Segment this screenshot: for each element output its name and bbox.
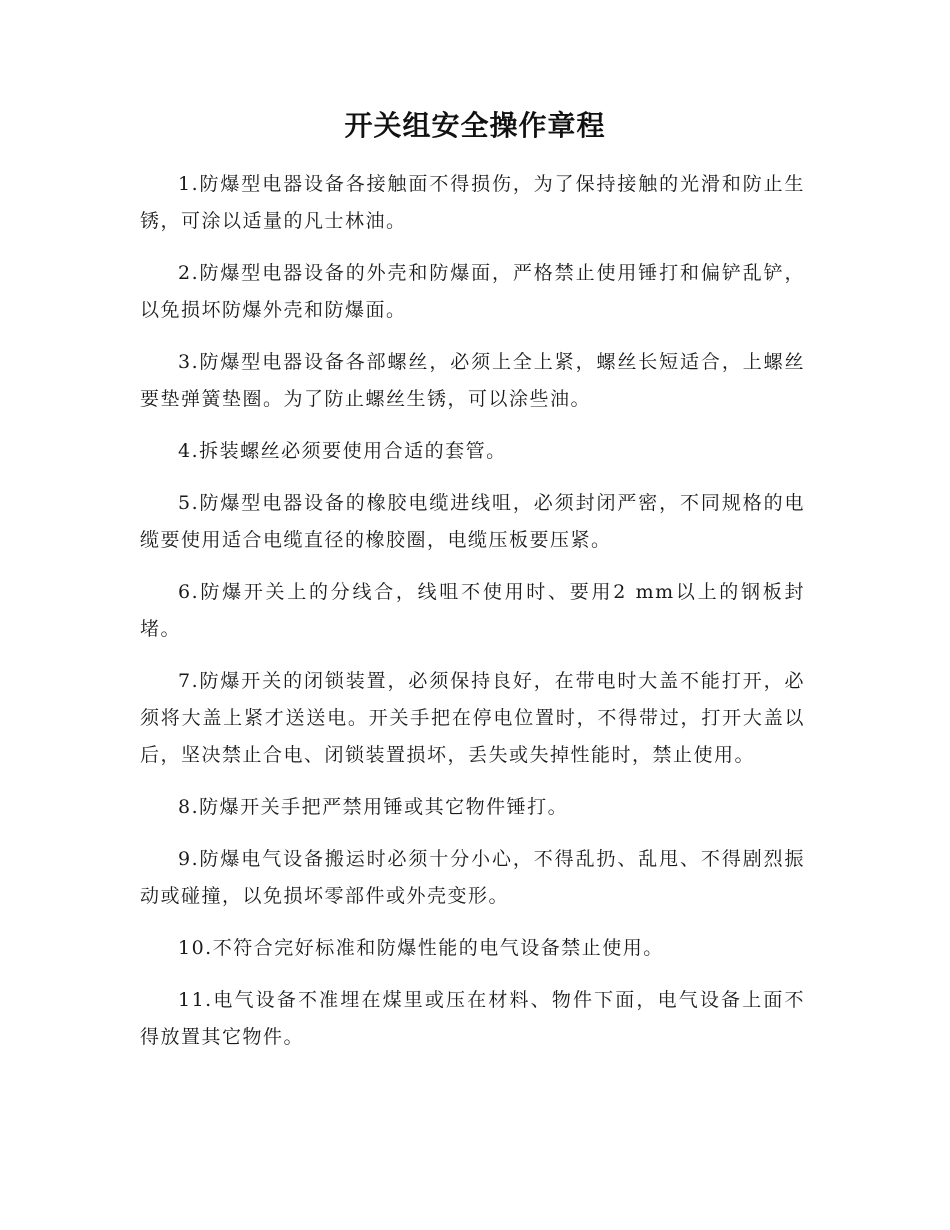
rule-paragraph-3: 3.防爆型电器设备各部螺丝，必须上全上紧，螺丝长短适合，上螺丝要垫弹簧垫圈。为了防止螺丝生锈，可以涂些油。	[140, 351, 805, 410]
rule-paragraph-2: 2.防爆型电器设备的外壳和防爆面，严格禁止使用锤打和偏铲乱铲，以免损坏防爆外壳和防爆面。	[140, 262, 805, 321]
document-body	[140, 166, 805, 1071]
rule-paragraph-7: 7.防爆开关的闭锁装置，必须保持良好，在带电时大盖不能打开，必须将大盖上紧才送送电。开关手把在停电位置时，不得带过，打开大盖以后，坚决禁止合电、闭锁装置损坏，丢失或失掉性能时，禁止使用。	[140, 670, 805, 766]
rule-paragraph-9: 9.防爆电气设备搬运时必须十分小心，不得乱扔、乱甩、不得剧烈振动或碰撞，以免损坏零部件或外壳变形。	[140, 848, 805, 907]
rule-paragraph-5: 5.防爆型电器设备的橡胶电缆进线咀，必须封闭严密，不同规格的电缆要使用适合电缆直径的橡胶圈，电缆压板要压紧。	[140, 492, 805, 551]
rule-paragraph-1: 1.防爆型电器设备各接触面不得损伤，为了保持接触的光滑和防止生锈，可涂以适量的凡士林油。	[140, 173, 805, 232]
document-title: 开关组安全操作章程	[344, 109, 606, 142]
rule-paragraph-6: 6.防爆开关上的分线合，线咀不使用时、要用2 mm以上的钢板封堵。	[140, 581, 805, 640]
rule-paragraph-10: 10.不符合完好标准和防爆性能的电气设备禁止使用。	[178, 937, 664, 959]
rule-paragraph-8: 8.防爆开关手把严禁用锤或其它物件锤打。	[178, 796, 569, 818]
rule-paragraph-4: 4.拆装螺丝必须要使用合适的套管。	[178, 440, 507, 462]
rule-paragraph-11: 11.电气设备不准埋在煤里或压在材料、物件下面，电气设备上面不得放置其它物件。	[140, 989, 805, 1048]
